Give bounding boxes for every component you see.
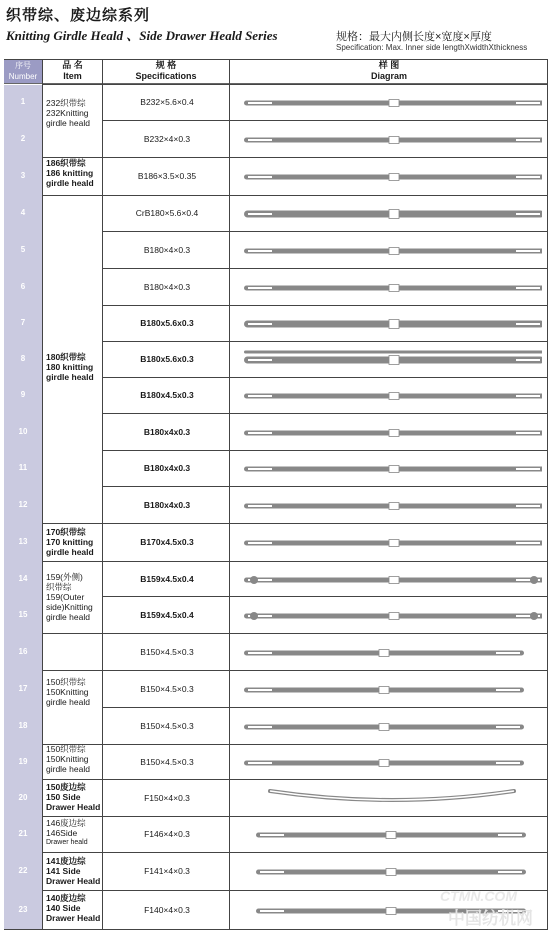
- row-number: 5: [20, 244, 26, 254]
- heald-eye: [516, 323, 540, 325]
- heald-eye: [248, 689, 272, 691]
- col-sep-spec: [102, 59, 103, 930]
- row-separator: [103, 231, 548, 232]
- heald-center-eye: [379, 686, 389, 693]
- heald-diagram: [242, 276, 542, 300]
- header-top: [4, 59, 548, 60]
- heald-eye: [248, 213, 272, 215]
- row-separator: [103, 852, 548, 853]
- heald-center-eye: [389, 429, 399, 436]
- group-separator: [43, 816, 103, 817]
- heald-eye: [248, 762, 272, 764]
- item-name: [46, 818, 88, 848]
- heald-diagram: [242, 531, 542, 555]
- item-name-line: 180织带综: [46, 352, 86, 362]
- item-name: [46, 856, 100, 886]
- group-separator: [43, 633, 103, 634]
- spec-value: B180x4x0.3: [143, 463, 191, 473]
- heald-diagram: [242, 165, 542, 189]
- item-name-line: 186 knitting: [46, 168, 94, 178]
- heald-eye: [498, 871, 522, 873]
- item-name: [46, 527, 94, 557]
- heald-diagram: [242, 421, 542, 445]
- row-separator: [103, 413, 548, 414]
- spec-value: B180×4×0.3: [143, 244, 191, 255]
- heald-center-eye: [389, 320, 399, 329]
- spec-value: B180x4.5x0.3: [140, 390, 194, 400]
- heald-diagram: [242, 128, 542, 152]
- heald-eye: [248, 102, 272, 104]
- heald-center-eye: [389, 284, 399, 291]
- heald-eye: [530, 576, 538, 584]
- item-name: [46, 744, 90, 774]
- row-number: 16: [18, 646, 28, 656]
- item-name-line: Drawer Heald: [46, 876, 101, 886]
- row-separator: [103, 377, 548, 378]
- header-diagram-cn: 样 图: [378, 60, 400, 70]
- item-name-line: 180 knitting: [46, 362, 94, 372]
- spec-value: B150×4.5×0.3: [140, 756, 194, 767]
- heald-center-eye: [379, 759, 389, 766]
- item-name-line: girdle heald: [46, 697, 90, 707]
- row-number: 7: [20, 318, 26, 327]
- heald-diagram: [242, 678, 542, 702]
- row-number: 20: [18, 792, 28, 802]
- heald-eye: [248, 139, 272, 141]
- heald-diagram: [242, 604, 542, 628]
- heald-eye: [260, 871, 284, 873]
- heald-eye: [248, 323, 272, 325]
- spec-value: B150×4.5×0.3: [140, 646, 194, 657]
- group-separator: [43, 670, 103, 671]
- spec-value: B170x4.5x0.3: [140, 537, 194, 547]
- header-number-en: Number: [8, 72, 38, 81]
- item-name-line: 170织带综: [46, 527, 86, 537]
- group-separator: [43, 84, 103, 85]
- heald-eye: [248, 726, 272, 728]
- spec-value: B159x4.5x0.4: [140, 573, 194, 584]
- row-separator: [103, 305, 548, 306]
- heald-center-eye: [389, 393, 399, 400]
- heald-diagram: [242, 384, 542, 408]
- spec-value: B150×4.5×0.3: [140, 720, 194, 731]
- spec-value: B232×4×0.3: [143, 133, 191, 144]
- spec-value: F150×4×0.3: [144, 792, 190, 803]
- header-spec-en: Specifications: [135, 71, 197, 81]
- heald-eye: [516, 139, 540, 141]
- spec-note-cn: 规格：最大内侧长度×宽度×厚度: [336, 31, 492, 43]
- group-separator: [43, 195, 103, 196]
- heald-center-eye: [386, 832, 396, 839]
- heald-diagram: [242, 715, 542, 739]
- spec-value: B180x4x0.3: [143, 426, 191, 437]
- row-separator: [103, 561, 548, 562]
- spec-value: B232×5.6×0.4: [140, 97, 194, 107]
- spec-value: B180×4×0.3: [143, 281, 191, 292]
- heald-diagram: [242, 751, 542, 775]
- row-number: 15: [18, 609, 28, 619]
- heald-center-eye: [389, 136, 399, 143]
- row-separator: [103, 670, 548, 671]
- row-number: 4: [20, 208, 26, 217]
- item-name-line: 150织带综: [46, 677, 86, 687]
- row-number: 23: [18, 904, 28, 914]
- header-item-cn: 品 名: [62, 60, 83, 70]
- group-separator: [43, 523, 103, 524]
- item-name-line: 159(Outer: [46, 592, 85, 602]
- heald-diagram: [242, 568, 542, 592]
- item-name-line: 232Knitting: [46, 108, 89, 118]
- item-name-line: 141 Side: [46, 866, 81, 876]
- row-separator: [103, 744, 548, 745]
- item-name-line: 232织带综: [46, 98, 86, 108]
- spec-value: CrB180×5.6×0.4: [135, 208, 199, 218]
- row-number: 19: [18, 756, 28, 766]
- heald-eye: [250, 576, 258, 584]
- spec-value: B186×3.5×0.35: [137, 171, 197, 181]
- row-number: 8: [20, 354, 26, 363]
- heald-eye: [260, 910, 284, 912]
- heald-body: [244, 351, 542, 354]
- row-separator: [103, 596, 548, 597]
- row-separator: [103, 486, 548, 487]
- heald-eye: [248, 432, 272, 434]
- spec-value: F140×4×0.3: [144, 904, 190, 915]
- col-sep-right: [547, 59, 548, 930]
- heald-diagram: [242, 641, 542, 665]
- heald-eye: [248, 176, 272, 178]
- row-number: 14: [18, 573, 28, 583]
- heald-eye: [498, 834, 522, 836]
- spec-value: B150×4.5×0.3: [140, 683, 194, 694]
- item-name-line: 150织带综: [46, 744, 86, 754]
- item-name-line: girdle heald: [46, 764, 90, 774]
- group-separator: [43, 852, 103, 853]
- header-item-en: Item: [63, 71, 82, 81]
- item-name-line: 186织带综: [46, 158, 86, 168]
- heald-eye: [248, 652, 272, 654]
- heald-center-eye: [389, 356, 399, 365]
- row-number: 10: [18, 426, 28, 436]
- heald-diagram: [242, 823, 542, 847]
- spec-value: B180x4x0.3: [143, 499, 191, 510]
- heald-eye: [248, 359, 272, 361]
- item-name-line: 140 Side: [46, 903, 81, 913]
- item-name: [46, 782, 100, 812]
- heald-diagram: [242, 494, 542, 518]
- item-name-line: 150废边综: [46, 782, 86, 792]
- item-name-line: girdle heald: [46, 547, 94, 557]
- heald-eye: [248, 505, 272, 507]
- heald-center-eye: [389, 612, 399, 619]
- row-separator: [103, 523, 548, 524]
- heald-eye: [516, 395, 540, 397]
- item-name-line: 146Side: [46, 828, 78, 838]
- heald-eye: [260, 834, 284, 836]
- heald-diagram: [242, 91, 542, 115]
- item-name: [46, 677, 90, 707]
- heald-diagram: [242, 457, 542, 481]
- group-separator: [43, 890, 103, 891]
- row-separator: [103, 195, 548, 196]
- watermark-en: CTMN.COM: [440, 888, 517, 904]
- heald-eye: [516, 468, 540, 470]
- item-name-line: side)Knitting: [46, 602, 93, 612]
- header-spec-cn: 规 格: [155, 60, 177, 70]
- heald-eye: [248, 250, 272, 252]
- row-separator: [103, 779, 548, 780]
- item-name: [46, 158, 94, 188]
- heald-eye: [250, 612, 258, 620]
- item-name-line: 150 Side: [46, 792, 81, 802]
- row-separator: [103, 633, 548, 634]
- heald-center-eye: [389, 466, 399, 473]
- item-name: [46, 98, 90, 128]
- spec-note-en: Specification: Max. Inner side lengthXwidthXthickness: [336, 43, 528, 52]
- item-name-line: girdle heald: [46, 372, 94, 382]
- heald-center-eye: [386, 869, 396, 876]
- heald-center-eye: [389, 100, 399, 107]
- heald-diagram: [242, 202, 542, 226]
- row-number: 11: [18, 463, 28, 472]
- row-separator: [103, 707, 548, 708]
- spec-value: F141×4×0.3: [144, 866, 190, 876]
- header-diagram: [230, 59, 548, 84]
- row-number: 12: [18, 499, 28, 509]
- heald-center-eye: [386, 907, 396, 914]
- heald-eye: [516, 176, 540, 178]
- page-title-en: Knitting Girdle Heald 、Side Drawer Heald Series: [6, 28, 278, 43]
- row-separator: [103, 120, 548, 121]
- row-separator: [103, 450, 548, 451]
- heald-diagram: [242, 348, 542, 372]
- col-sep-item: [42, 59, 43, 930]
- row-separator: [103, 816, 548, 817]
- row-number: 6: [20, 281, 26, 291]
- item-name-line: 150Knitting: [46, 754, 89, 764]
- item-name-line: 170 knitting: [46, 537, 94, 547]
- item-name-line: girdle heald: [46, 178, 94, 188]
- heald-eye: [496, 689, 520, 691]
- row-separator: [103, 341, 548, 342]
- heald-diagram: [242, 239, 542, 263]
- row-number: 1: [20, 97, 26, 106]
- item-name-line: 140废边综: [46, 893, 86, 903]
- table-bottom: [4, 929, 548, 930]
- row-number: 17: [18, 683, 28, 693]
- item-name-line: girdle heald: [46, 118, 90, 128]
- heald-eye: [248, 287, 272, 289]
- heald-center-eye: [379, 723, 389, 730]
- heald-eye: [516, 250, 540, 252]
- header-number: [4, 59, 42, 84]
- item-name: [46, 352, 94, 382]
- heald-eye: [496, 762, 520, 764]
- page-title-cn: 织带综、废边综系列: [6, 7, 151, 24]
- group-separator: [43, 779, 103, 780]
- heald-eye: [516, 505, 540, 507]
- item-name-line: 织带综: [46, 582, 72, 592]
- item-name-line: Drawer Heald: [46, 913, 101, 923]
- spec-value: F146×4×0.3: [144, 829, 190, 839]
- heald-eye: [516, 287, 540, 289]
- heald-diagram: [242, 312, 542, 336]
- item-name-line: girdle heald: [46, 612, 90, 622]
- row-separator: [103, 268, 548, 269]
- row-number: 18: [18, 720, 28, 730]
- row-separator: [103, 84, 548, 85]
- spec-value: B159x4.5x0.4: [140, 609, 194, 620]
- heald-eye: [496, 652, 520, 654]
- item-name: [46, 572, 93, 622]
- heald-center-eye: [389, 576, 399, 583]
- header-number-cn: 序号: [15, 61, 31, 70]
- heald-center-eye: [379, 649, 389, 656]
- header-item: [43, 59, 102, 84]
- row-number: 21: [18, 829, 28, 838]
- heald-eye: [516, 359, 540, 361]
- item-name-line: 150Knitting: [46, 687, 89, 697]
- heald-center-eye: [389, 502, 399, 509]
- row-number: 2: [20, 133, 26, 143]
- heald-diagram: [242, 787, 542, 811]
- row-separator: [103, 157, 548, 158]
- item-name-line: Drawer Heald: [46, 802, 101, 812]
- heald-center-eye: [389, 174, 399, 181]
- item-name-line: Drawer heald: [46, 839, 88, 846]
- heald-eye: [516, 213, 540, 215]
- heald-center-eye: [389, 210, 399, 219]
- item-name-line: 159(外侧): [46, 572, 83, 582]
- heald-eye: [530, 612, 538, 620]
- heald-center-eye: [389, 247, 399, 254]
- heald-eye: [248, 468, 272, 470]
- heald-eye: [516, 542, 540, 544]
- heald-eye: [516, 102, 540, 104]
- heald-eye: [516, 432, 540, 434]
- item-name-line: 141废边综: [46, 856, 86, 866]
- spec-value: B180x5.6x0.3: [140, 318, 194, 328]
- header-spec: [103, 59, 229, 84]
- spec-value: B180x5.6x0.3: [140, 354, 194, 364]
- heald-diagram: [242, 860, 542, 884]
- row-number: 9: [20, 390, 26, 399]
- heald-eye: [248, 542, 272, 544]
- group-separator: [43, 561, 103, 562]
- row-number: 22: [18, 866, 28, 875]
- row-number: 3: [20, 171, 26, 180]
- heald-eye: [248, 395, 272, 397]
- header-diagram-en: Diagram: [370, 71, 407, 81]
- item-name-line: 146废边综: [46, 818, 86, 828]
- heald-eye: [496, 726, 520, 728]
- heald-center-eye: [389, 540, 399, 547]
- watermark-cn: 中国纺机网: [448, 909, 533, 928]
- item-name: [46, 893, 100, 923]
- row-number: 13: [18, 537, 28, 546]
